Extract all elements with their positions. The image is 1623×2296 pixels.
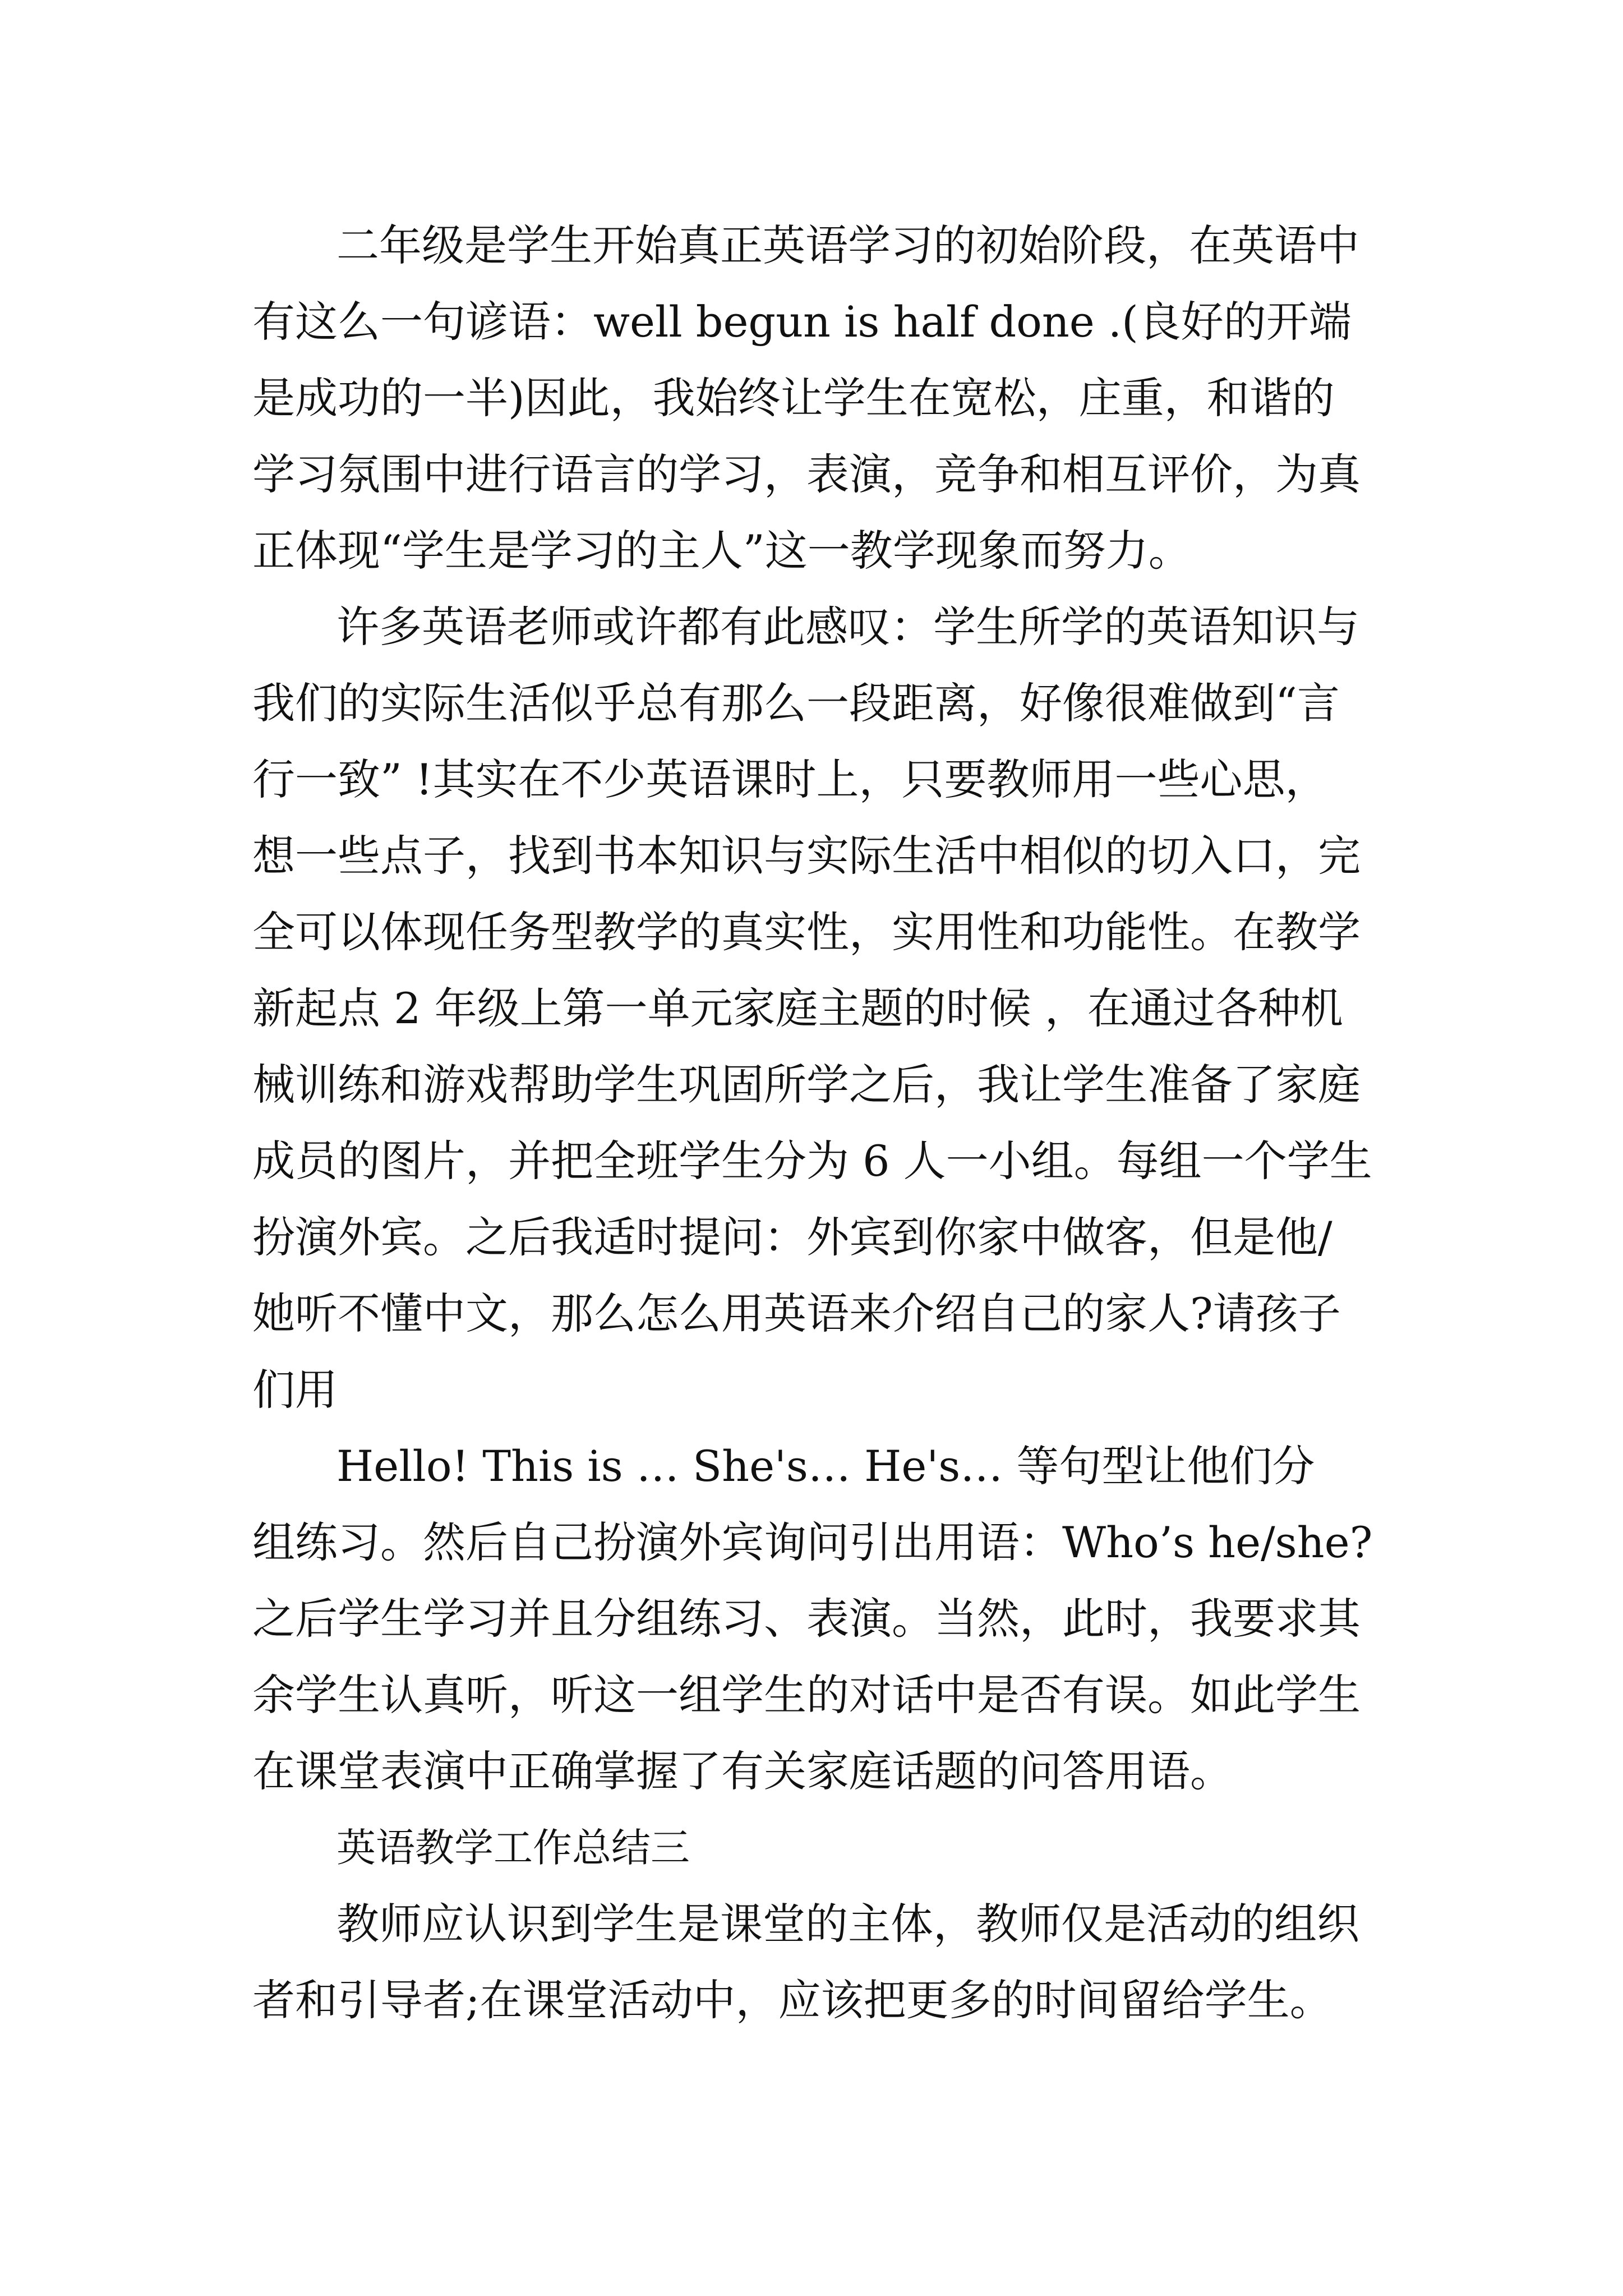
paragraph-line: 成员的图片，并把全班学生分为 6 人一小组。每组一个学生 <box>252 1136 1372 1186</box>
paragraph-line: 全可以体现任务型教学的真实性，实用性和功能性。在教学 <box>252 907 1361 957</box>
paragraph-line: 扮演外宾。之后我适时提问：外宾到你家中做客，但是他/ <box>252 1212 1332 1262</box>
paragraph-line: Hello! This is … She's… He's… 等句型让他们分 <box>336 1441 1315 1491</box>
paragraph-line: 我们的实际生活似乎总有那么一段距离，好像很难做到“言 <box>252 678 1340 728</box>
paragraph-line: 学习氛围中进行语言的学习，表演，竞争和相互评价，为真 <box>252 449 1361 499</box>
section-heading: 英语教学工作总结三 <box>336 1825 690 1871</box>
paragraph-line: 组练习。然后自己扮演外宾询问引出用语：Who’s he/she? <box>252 1517 1373 1567</box>
paragraph-line: 正体现“学生是学习的主人”这一教学现象而努力。 <box>252 526 1191 576</box>
paragraph-line: 是成功的一半)因此，我始终让学生在宽松，庄重，和谐的 <box>252 373 1335 423</box>
document-body <box>252 208 1374 2039</box>
paragraph-line: 行一致” !其实在不少英语课时上，只要教师用一些心思， <box>252 754 1328 804</box>
paragraph-line: 在课堂表演中正确掌握了有关家庭话题的问答用语。 <box>252 1746 1233 1796</box>
paragraph-line: 余学生认真听，听这一组学生的对话中是否有误。如此学生 <box>252 1670 1361 1720</box>
section-heading-block <box>252 1810 1374 1886</box>
paragraph-line: 她听不懂中文，那么怎么用英语来介绍自己的家人?请孩子 <box>252 1289 1341 1338</box>
paragraph-1 <box>252 208 1374 589</box>
paragraph-line: 许多英语老师或许都有此感叹：学生所学的英语知识与 <box>336 602 1359 652</box>
paragraph-2 <box>252 589 1374 1428</box>
paragraph-line: 之后学生学习并且分组练习、表演。当然，此时，我要求其 <box>252 1594 1361 1644</box>
paragraph-line: 械训练和游戏帮助学生巩固所学之后，我让学生准备了家庭 <box>252 1060 1361 1110</box>
paragraph-line: 想一些点子，找到书本知识与实际生活中相似的切入口，完 <box>252 831 1361 881</box>
paragraph-line: 教师应认识到学生是课堂的主体，教师仅是活动的组织 <box>336 1899 1359 1949</box>
paragraph-line: 二年级是学生开始真正英语学习的初始阶段，在英语中 <box>336 220 1359 270</box>
paragraph-line: 者和引导者;在课堂活动中，应该把更多的时间留给学生。 <box>252 1975 1332 2025</box>
paragraph-line: 有这么一句谚语：well begun is half done .(良好的开端 <box>252 297 1352 347</box>
paragraph-line: 新起点 2 年级上第一单元家庭主题的时候 ，在通过各种机 <box>252 983 1343 1033</box>
paragraph-line: 们用 <box>252 1365 338 1415</box>
paragraph-4 <box>252 1886 1374 2039</box>
paragraph-3 <box>252 1428 1374 1810</box>
